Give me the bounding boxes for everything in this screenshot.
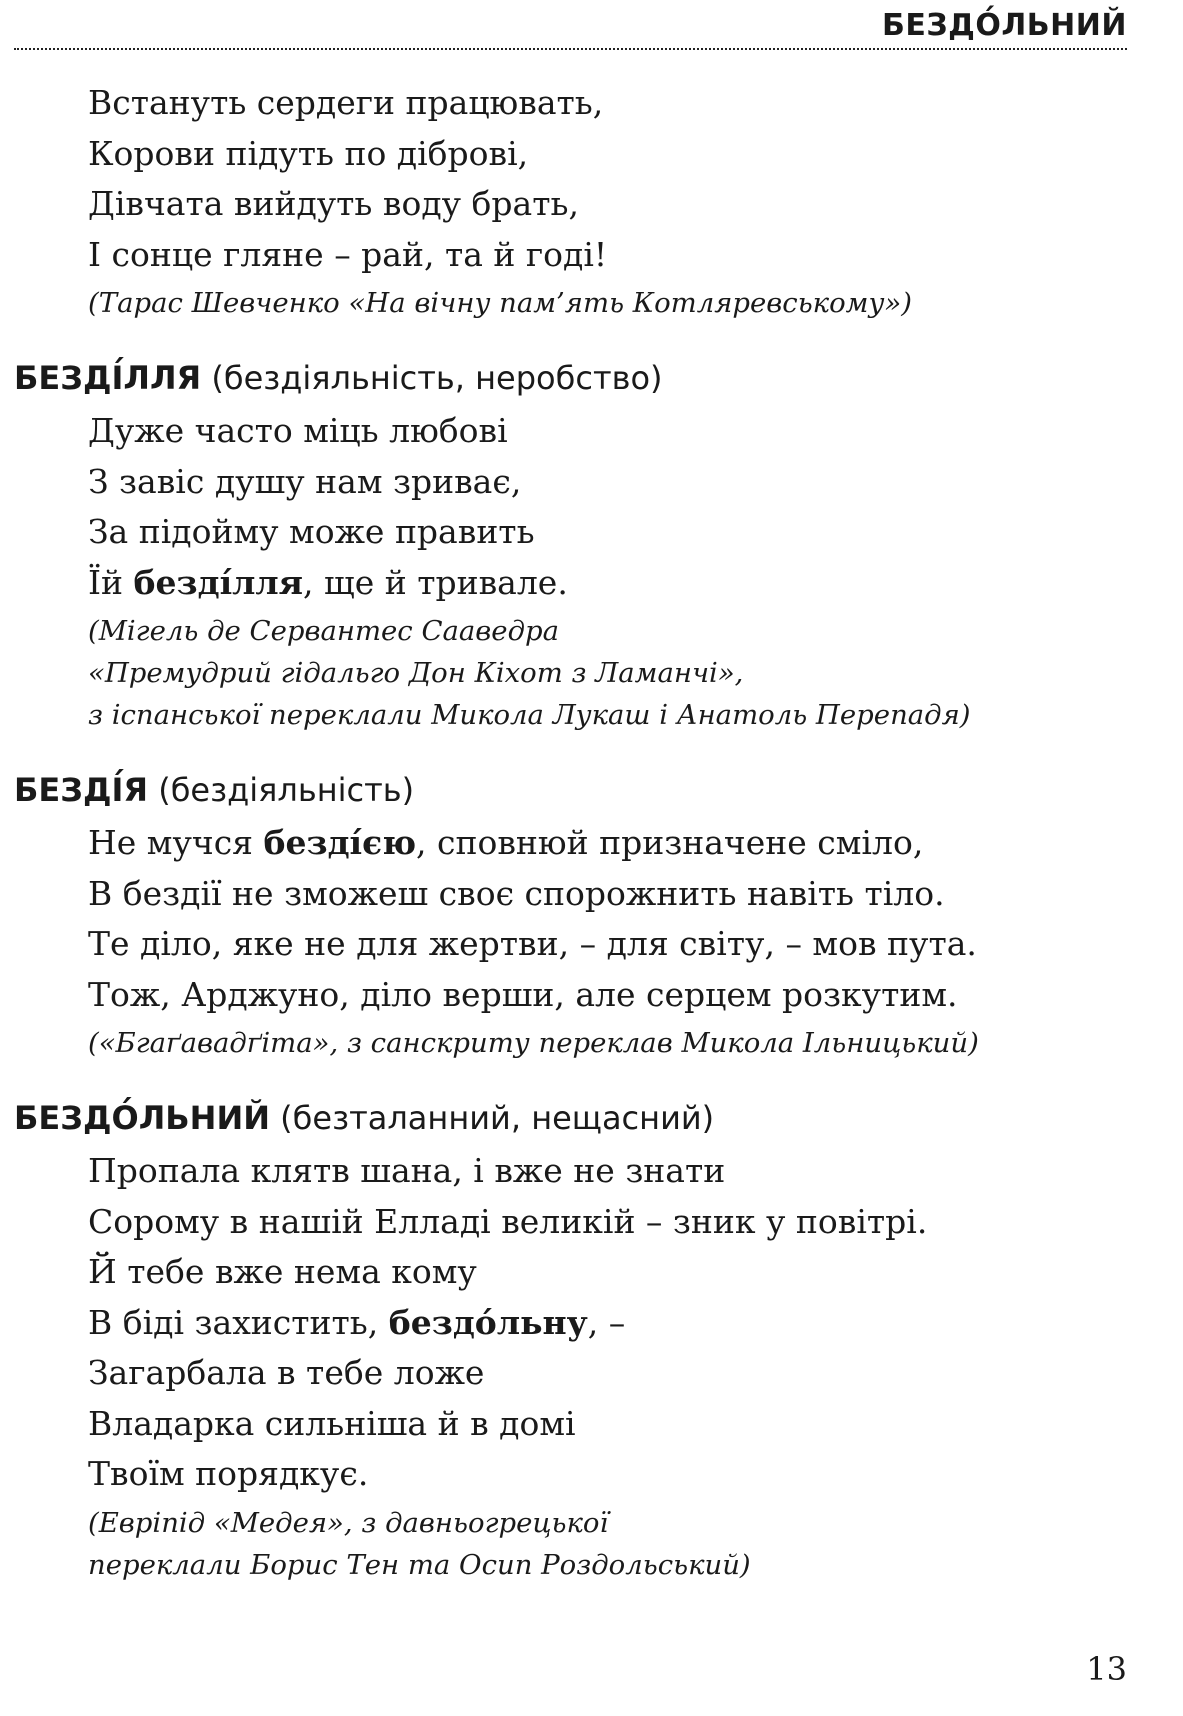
headword: БЕЗДІ́ЛЛЯ xyxy=(14,359,202,397)
quote-source xyxy=(14,1502,1127,1586)
verse-line: Корови підуть по діброві, xyxy=(88,133,529,173)
verse-line: Пропала клятв шана, і вже не знати xyxy=(88,1151,726,1190)
verse-line: Не мучся безді́єю, сповнюй призначене сміло, xyxy=(88,823,924,862)
verse-line: В біді захистить, бездо́льну, – xyxy=(88,1302,626,1342)
dictionary-entry xyxy=(14,1094,1127,1586)
verse-line: І сонце гляне – рай, та й годі! xyxy=(88,234,608,274)
verse-line: Те діло, яке не для жертви, – для світу, – мов пута. xyxy=(88,924,977,963)
dictionary-entry xyxy=(14,766,1127,1064)
gloss: (бездіяльність) xyxy=(158,771,415,809)
verse xyxy=(14,1146,1127,1500)
headword: БЕЗДІ́Я xyxy=(14,771,149,809)
verse-line: Їй безді́лля, ще й тривале. xyxy=(88,562,568,602)
verse-line: За підойму може править xyxy=(88,512,535,551)
intro-quote xyxy=(14,78,1127,324)
verse-line: В бездії не зможеш своє спорожнить навіть тіло. xyxy=(88,873,945,913)
verse-line: Й тебе вже нема кому xyxy=(88,1252,477,1291)
headword: БЕЗДО́ЛЬНИЙ xyxy=(14,1099,270,1137)
entry-heading xyxy=(14,354,1127,402)
highlighted-word: бездо́льну xyxy=(388,1302,588,1342)
source-line: (Мігель де Сервантес Сааведра xyxy=(88,615,559,647)
page-number: 13 xyxy=(1086,1650,1127,1688)
gloss: (бездіяльність, неробство) xyxy=(211,359,663,397)
source-line: з іспанської переклали Микола Лукаш і Анатоль Перепадя) xyxy=(88,699,971,731)
verse-line: Владарка сильніша й в домі xyxy=(88,1403,576,1443)
running-head: БЕЗДО́ЛЬНИЙ xyxy=(882,8,1127,43)
source-line: («Бгаґавадґіта», з санскриту переклав Микола Ільницький) xyxy=(88,1027,979,1059)
gloss: (безталанний, нещасний) xyxy=(280,1099,715,1137)
verse-line: Встануть сердеги працювать, xyxy=(88,83,604,122)
source-line: «Премудрий гідальго Дон Кіхот з Ламанчі», xyxy=(88,657,744,689)
source-line: (Евріпід «Медея», з давньогрецької xyxy=(88,1506,609,1539)
verse-line: Загарбала в тебе ложе xyxy=(88,1353,485,1392)
verse-line: Дуже часто міць любові xyxy=(88,411,508,450)
verse xyxy=(14,406,1127,608)
entry-heading xyxy=(14,1094,1127,1142)
verse-line: З завіс душу нам зриває, xyxy=(88,461,522,501)
verse-line: Сорому в нашій Елладі великій – зник у повітрі. xyxy=(88,1201,928,1241)
verse xyxy=(14,78,1127,280)
verse xyxy=(14,818,1127,1020)
header-divider xyxy=(14,48,1127,50)
verse-line: Дівчата вийдуть воду брать, xyxy=(88,184,579,223)
verse-line: Твоїм порядкує. xyxy=(88,1454,369,1493)
entry-heading xyxy=(14,766,1127,814)
quote-source xyxy=(14,1022,1127,1064)
source-line: переклали Борис Тен та Осип Роздольський) xyxy=(88,1548,751,1581)
highlighted-word: безді́єю xyxy=(263,823,417,862)
source-line: (Тарас Шевченко «На вічну пам’ять Котляревському») xyxy=(88,287,912,319)
quote-source xyxy=(14,282,1127,324)
page-content xyxy=(14,78,1127,1586)
highlighted-word: безді́лля xyxy=(133,562,304,602)
verse-line: Тож, Арджуно, діло верши, але серцем розкутим. xyxy=(88,974,958,1014)
dictionary-entry xyxy=(14,354,1127,736)
quote-source xyxy=(14,610,1127,736)
